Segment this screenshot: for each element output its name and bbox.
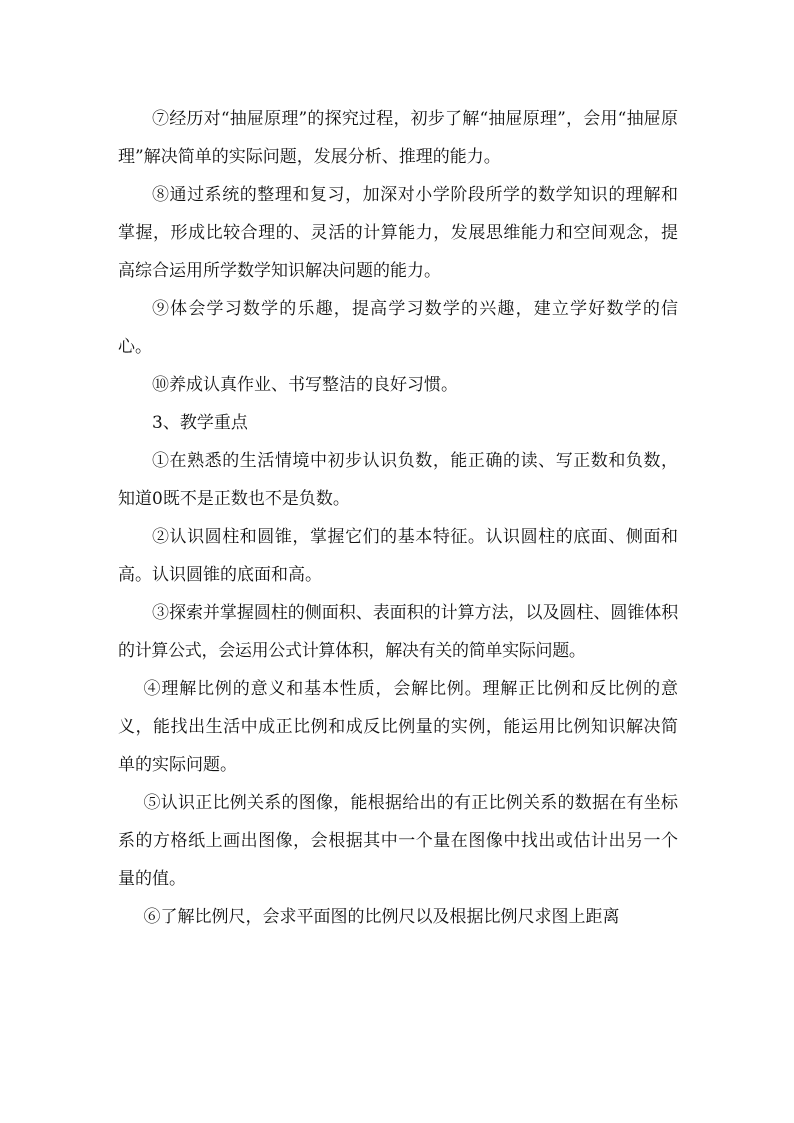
document-body bbox=[118, 100, 678, 936]
focus-item-2: ②认识圆柱和圆锥，掌握它们的基本特征。认识圆柱的底面、侧面和高。认识圆锥的底面和高。 bbox=[118, 527, 678, 585]
focus-item-5: ⑤认识正比例关系的图像，能根据给出的有正比例关系的数据在有坐标系的方格纸上画出图像，会根据其中一个量在图像中找出或估计出另一个量的值。 bbox=[118, 793, 678, 889]
focus-item-1: ①在熟悉的生活情境中初步认识负数，能正确的读、写正数和负数，知道0既不是正数也不是负数。 bbox=[118, 451, 678, 509]
paragraph-10: ⑩养成认真作业、书写整洁的良好习惯。 bbox=[152, 375, 458, 395]
focus-item-6: ⑥了解比例尺，会求平面图的比例尺以及根据比例尺求图上距离 bbox=[143, 907, 620, 927]
focus-item-4: ④理解比例的意义和基本性质，会解比例。理解正比例和反比例的意义，能找出生活中成正比例和成反比例量的实例，能运用比例知识解决简单的实际问题。 bbox=[118, 679, 678, 775]
focus-item-3: ③探索并掌握圆柱的侧面积、表面积的计算方法，以及圆柱、圆锥体积的计算公式，会运用公式计算体积，解决有关的简单实际问题。 bbox=[118, 603, 678, 661]
paragraph-7: ⑦经历对“抽屉原理”的探究过程，初步了解“抽屉原理”，会用“抽屉原理”解决简单的实际问题，发展分析、推理的能力。 bbox=[118, 109, 678, 167]
paragraph-9: ⑨体会学习数学的乐趣，提高学习数学的兴趣，建立学好数学的信心。 bbox=[118, 299, 678, 357]
paragraph-8: ⑧通过系统的整理和复习，加深对小学阶段所学的数学知识的理解和掌握，形成比较合理的、灵活的计算能力，发展思维能力和空间观念，提高综合运用所学数学知识解决问题的能力。 bbox=[118, 185, 678, 281]
section-heading-teaching-focus: 3、教学重点 bbox=[152, 413, 248, 433]
